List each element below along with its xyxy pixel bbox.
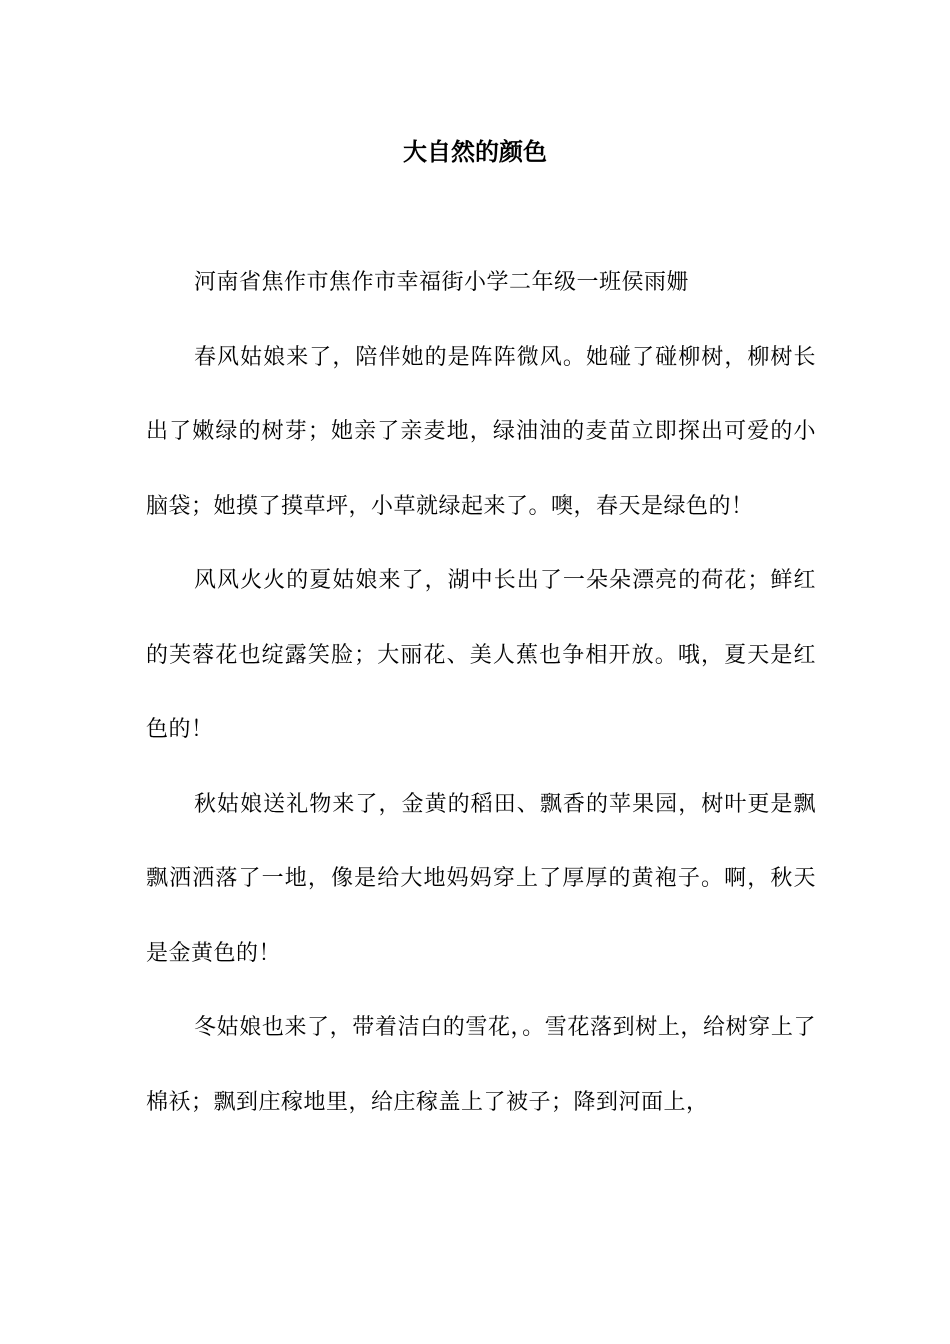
author-line: 河南省焦作市焦作市幸福街小学二年级一班侯雨姗 [194, 270, 690, 295]
paragraph-spring: 春风姑娘来了，陪伴她的是阵阵微风。她碰了碰柳树，柳树长出了嫩绿的树芽；她亲了亲麦地，绿油油的麦苗立即探出可爱的小脑袋；她摸了摸草坪，小草就绿起来了。噢，春天是绿色的！ [146, 344, 816, 519]
paragraph-winter: 冬姑娘也来了，带着洁白的雪花，。雪花落到树上，给树穿上了棉袄；飘到庄稼地里，给庄稼盖上了被子；降到河面上， [146, 1015, 816, 1115]
document-body [146, 246, 816, 1140]
page-title: 大自然的颜色 [403, 137, 547, 166]
paragraph-summer: 风风火火的夏姑娘来了，湖中长出了一朵朵漂亮的荷花；鲜红的芙蓉花也绽露笑脸；大丽花、美人蕉也争相开放。哦，夏天是红色的！ [146, 568, 816, 742]
paragraph-autumn: 秋姑娘送礼物来了，金黄的稻田、飘香的苹果园，树叶更是飘飘洒洒落了一地，像是给大地妈妈穿上了厚厚的黄袍子。啊，秋天是金黄色的！ [146, 791, 816, 966]
